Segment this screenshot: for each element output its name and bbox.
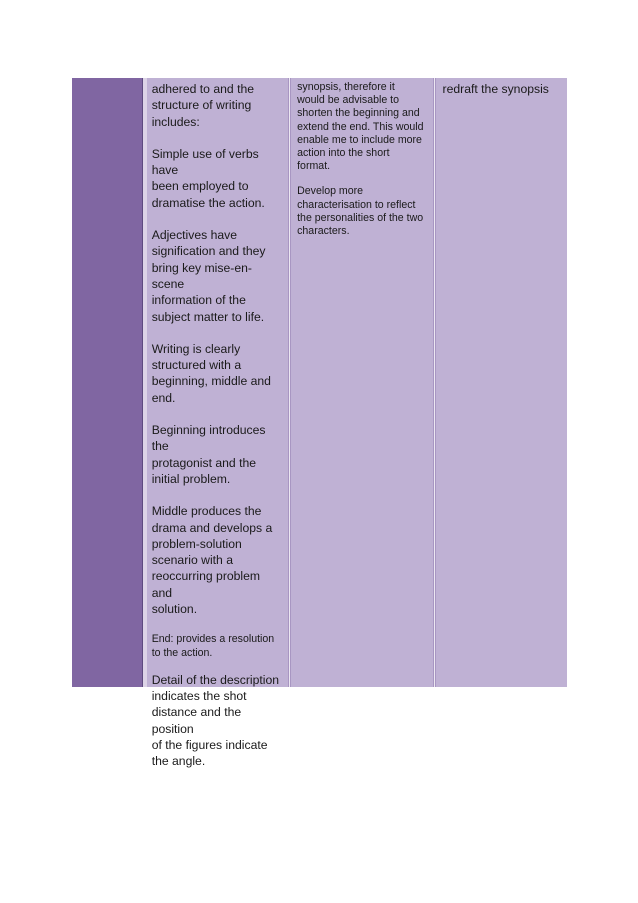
assessment-paragraph: Simple use of verbs have been employed to dramatise the action. [151, 146, 265, 210]
improvement-paragraph: Develop more characterisation to reflect the personalities of the two characters. [297, 185, 424, 238]
assessment-paragraph: Writing is clearly structured with a beginning, middle and end. [151, 341, 271, 405]
improvement-paragraph: synopsis, therefore it would be advisable to shorten the beginning and extend the end. This would enable me to include more action into the short format. [297, 81, 424, 173]
assessment-paragraph: Beginning introduces the protagonist and the initial problem. [151, 423, 266, 486]
row-header-cell [72, 78, 143, 687]
assessment-paragraph: End: provides a resolution to the action. [151, 633, 275, 659]
feedback-table [72, 78, 567, 769]
assessment-paragraph: Detail of the description indicates the shot distance and the position of the figures indicate the angle. [151, 672, 280, 769]
assessment-paragraph: Middle produces the drama and develops a problem-solution scenario with a reoccurring problem and solution. [151, 504, 273, 617]
assessment-cell [147, 78, 288, 769]
assessment-paragraph: adhered to and the structure of writing includes: [151, 82, 255, 129]
improvement-cell [291, 78, 432, 687]
action-cell [436, 78, 567, 687]
action-paragraph: redraft the synopsis [442, 82, 549, 96]
assessment-paragraph: Adjectives have signification and they bring key mise-en-scene information of the subject matter to life. [151, 228, 266, 324]
